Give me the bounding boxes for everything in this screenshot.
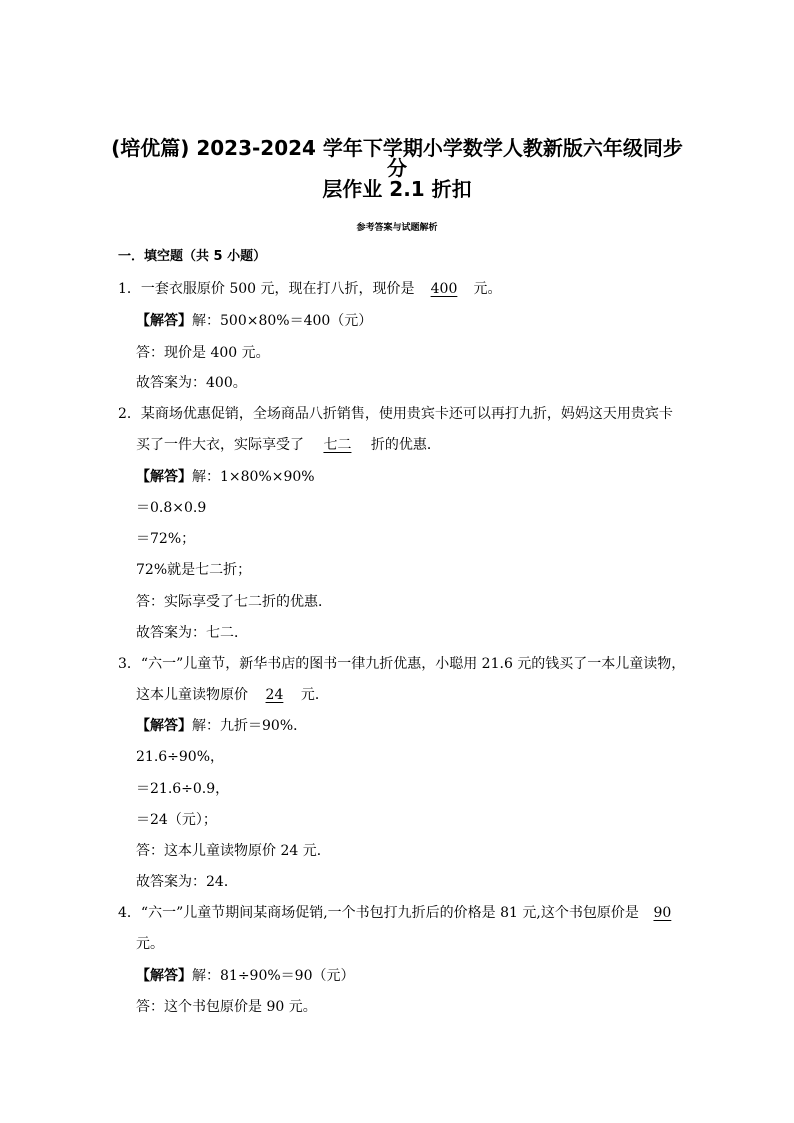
- solution-step: 21.6÷90%，: [136, 749, 225, 765]
- question-text: 这本儿童读物原价: [136, 687, 248, 703]
- solution-tag: 【解答】: [136, 718, 192, 734]
- question-3-line-2: [136, 687, 329, 703]
- question-text: 一套衣服原价 500 元，现在打八折，现价是: [140, 281, 415, 297]
- answer-statement: 答：现价是 400 元。: [136, 345, 270, 361]
- solution-tag: 【解答】: [136, 469, 192, 485]
- answer-statement: 答：这个书包原价是 90 元。: [136, 999, 317, 1015]
- solution-step: ＝21.6÷0.9，: [136, 781, 230, 797]
- question-2: [118, 406, 673, 422]
- solution-text: 解：500×80%＝400（元）: [192, 313, 373, 329]
- question-text-end: 元。: [473, 281, 502, 297]
- answer-statement: 答：实际享受了七二折的优惠．: [136, 594, 332, 610]
- question-1: [118, 281, 501, 297]
- question-text: “六一”儿童节期间某商场促销,一个书包打九折后的价格是 81 元,这个书包原价是: [140, 905, 639, 921]
- solution-tag: 【解答】: [136, 313, 192, 329]
- question-number: 4．: [118, 905, 141, 921]
- question-number: 1．: [118, 281, 141, 297]
- question-text-end: 折的优惠．: [370, 437, 441, 453]
- question-4: [118, 905, 671, 921]
- answer-statement: 答：这本儿童读物原价 24 元．: [136, 843, 331, 859]
- answer-blank: 90: [653, 905, 672, 921]
- solution-step: ＝72%；: [136, 531, 196, 547]
- question-number: 3．: [118, 656, 141, 672]
- final-answer: 故答案为：24．: [136, 874, 238, 890]
- document-title-line-1: (培优篇) 2023-2024 学年下学期小学数学人教新版六年级同步分: [111, 136, 683, 180]
- solution-step: ＝0.8×0.9: [136, 500, 207, 516]
- solution-text: 解：九折＝90%．: [192, 718, 308, 734]
- solution-step: ＝24（元）；: [136, 812, 217, 828]
- question-4-line-2: 元。: [136, 936, 164, 952]
- solution-line: [136, 718, 307, 734]
- solution-line: [136, 469, 315, 485]
- question-text: 某商场优惠促销，全场商品八折销售，使用贵宾卡还可以再打九折，妈妈这天用贵宾卡: [140, 406, 673, 422]
- answer-blank: 24: [265, 687, 284, 703]
- solution-step: 72%就是七二折；: [136, 562, 252, 578]
- answer-blank: 七二: [323, 437, 352, 453]
- question-3: [118, 656, 685, 672]
- solution-tag: 【解答】: [136, 968, 192, 984]
- question-text: “六一”儿童节，新华书店的图书一律九折优惠，小聪用 21.6 元的钱买了一本儿童读物，: [140, 656, 686, 672]
- solution-line: [136, 313, 372, 329]
- document-subtitle: 参考答案与试题解析: [356, 223, 438, 233]
- solution-line: [136, 968, 354, 984]
- question-text: 买了一件大衣，实际享受了: [136, 437, 304, 453]
- question-text-end: 元．: [300, 687, 329, 703]
- final-answer: 故答案为：七二．: [136, 625, 248, 641]
- final-answer: 故答案为：400。: [136, 375, 247, 391]
- solution-text: 解：81÷90%＝90（元）: [192, 968, 355, 984]
- document-title-line-2: 层作业 2.1 折扣: [322, 177, 472, 201]
- section-heading: 一．填空题（共 5 小题）: [118, 249, 267, 264]
- solution-text: 解：1×80%×90%: [192, 469, 315, 485]
- question-number: 2．: [118, 406, 141, 422]
- answer-blank: 400: [430, 281, 458, 297]
- question-2-line-2: [136, 437, 441, 453]
